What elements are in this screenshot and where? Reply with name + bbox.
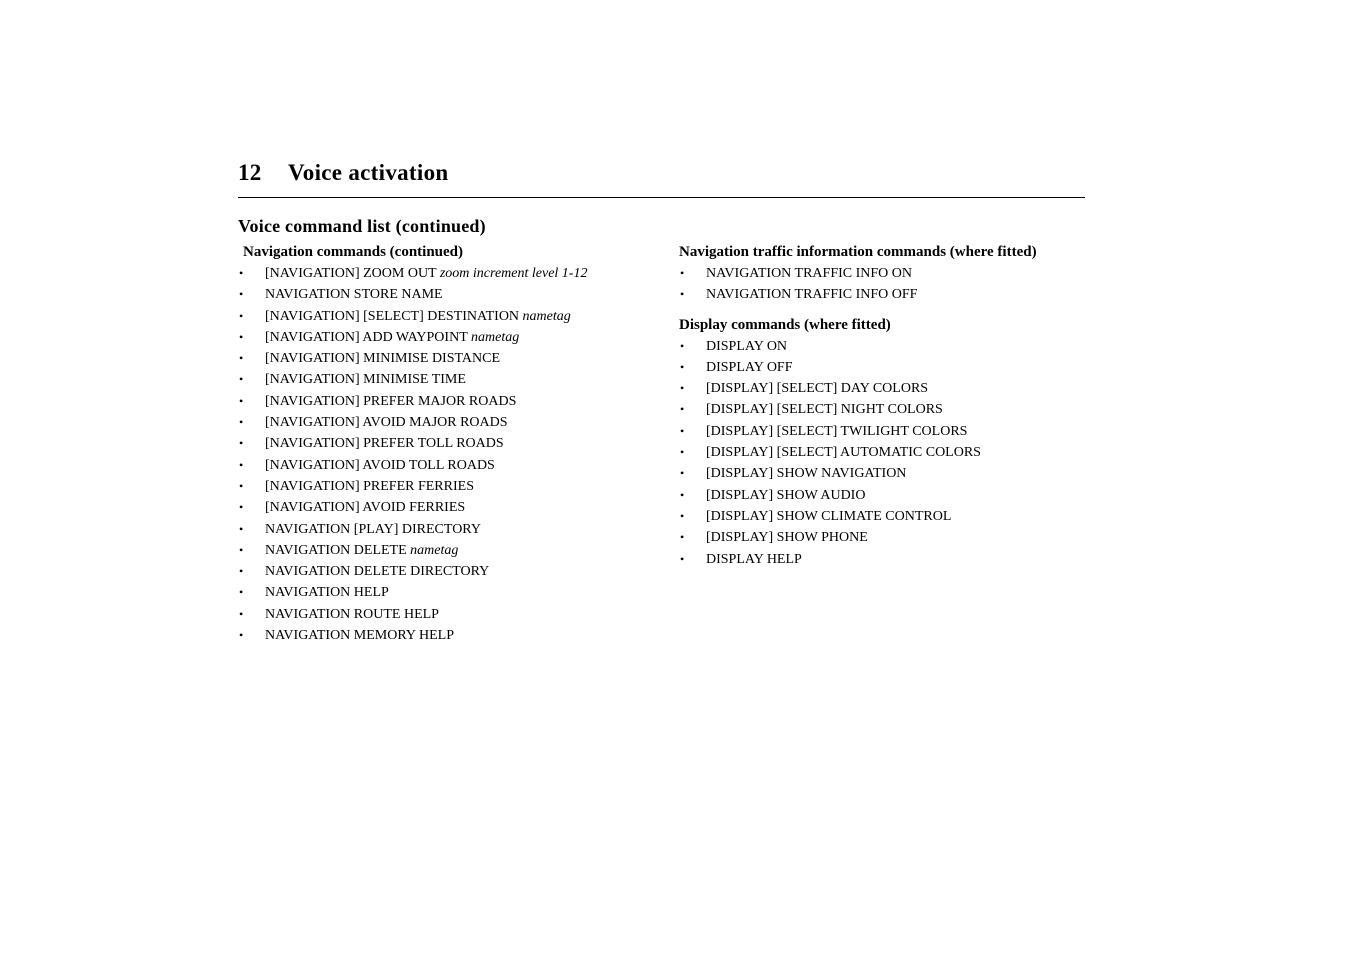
bullet-icon: • [680,381,685,396]
command-text: DISPLAY OFF [706,359,793,375]
bullet-icon: • [680,487,685,502]
list-item [679,506,1099,527]
list-item [238,327,658,348]
bullet-icon: • [680,551,685,566]
command-text: [DISPLAY] [SELECT] DAY COLORS [706,381,929,397]
bullet-icon: • [680,287,685,302]
bullet-icon: • [680,359,685,374]
left-column [238,242,658,646]
command-text: [DISPLAY] SHOW NAVIGATION [706,466,907,482]
bullet-icon: • [239,628,244,643]
command-text: [NAVIGATION] AVOID FERRIES [265,500,466,516]
list-item [238,348,658,369]
bullet-icon: • [680,423,685,438]
command-parameter: zoom increment level 1-12 [439,266,588,281]
list-item [238,497,658,518]
list-item [238,561,658,582]
command-text: NAVIGATION DELETE [265,542,411,558]
bullet-icon: • [239,542,244,557]
command-text: [NAVIGATION] PREFER MAJOR ROADS [265,393,517,409]
list-item [238,263,658,284]
list-item [679,485,1099,506]
list-item [238,369,658,390]
bullet-icon: • [239,308,244,323]
list-item [679,399,1099,420]
section-title: Voice command list (continued) [238,216,486,236]
bullet-icon: • [239,372,244,387]
list-item [238,391,658,412]
command-text: [DISPLAY] SHOW CLIMATE CONTROL [706,508,952,524]
command-text: [DISPLAY] SHOW PHONE [706,530,868,546]
bullet-icon: • [239,436,244,451]
navigation-commands-list [238,263,658,646]
bullet-icon: • [680,402,685,417]
list-item [679,527,1099,548]
command-text: [NAVIGATION] AVOID TOLL ROADS [265,457,495,473]
bullet-icon: • [239,329,244,344]
command-text: [NAVIGATION] PREFER FERRIES [265,478,474,494]
command-text: [NAVIGATION] MINIMISE TIME [265,372,466,388]
bullet-icon: • [239,585,244,600]
chapter-title: Voice activation [288,160,449,185]
bullet-icon: • [680,266,685,280]
list-item [238,306,658,327]
bullet-icon: • [239,457,244,472]
list-item [238,455,658,476]
bullet-icon: • [239,287,244,302]
command-text: [NAVIGATION] [SELECT] DESTINATION [265,308,523,324]
command-text: DISPLAY HELP [706,551,802,567]
bullet-icon: • [239,521,244,536]
command-parameter: nametag [471,329,520,345]
bullet-icon: • [680,445,685,460]
command-text: [DISPLAY] SHOW AUDIO [706,487,866,503]
bullet-icon: • [239,266,244,280]
list-item [679,421,1099,442]
command-text: NAVIGATION [PLAY] DIRECTORY [265,521,481,537]
command-text: NAVIGATION TRAFFIC INFO ON [706,266,913,281]
traffic-commands-list [679,263,1099,306]
list-item [238,412,658,433]
bullet-icon: • [680,508,685,523]
display-commands-list [679,336,1099,570]
list-item [679,549,1099,570]
bullet-icon: • [239,606,244,621]
command-text: [NAVIGATION] MINIMISE DISTANCE [265,351,501,367]
list-item [238,433,658,454]
command-text: NAVIGATION ROUTE HELP [265,606,439,622]
navigation-commands-heading: Navigation commands (continued) [243,244,464,260]
list-item [679,378,1099,399]
command-text: [NAVIGATION] PREFER TOLL ROADS [265,436,504,452]
command-text: NAVIGATION STORE NAME [265,287,443,303]
bullet-icon: • [680,338,685,353]
command-text: NAVIGATION MEMORY HELP [265,628,455,644]
command-text: [DISPLAY] [SELECT] TWILIGHT COLORS [706,423,968,439]
list-item [238,519,658,540]
command-text: [NAVIGATION] ADD WAYPOINT [265,329,471,345]
bullet-icon: • [680,530,685,545]
list-item [238,582,658,603]
command-text: [DISPLAY] [SELECT] AUTOMATIC COLORS [706,445,981,461]
right-column [679,242,1099,570]
list-item [238,604,658,625]
list-item [238,476,658,497]
command-parameter: nametag [410,542,459,558]
list-item [238,284,658,305]
bullet-icon: • [680,466,685,481]
bullet-icon: • [239,415,244,430]
list-item [238,540,658,561]
list-item [238,625,658,646]
command-parameter: nametag [522,308,571,324]
command-text: [NAVIGATION] ZOOM OUT [265,266,440,281]
bullet-icon: • [239,393,244,408]
command-text: DISPLAY ON [706,338,788,354]
bullet-icon: • [239,500,244,515]
list-item [679,336,1099,357]
command-text: [DISPLAY] [SELECT] NIGHT COLORS [706,402,943,418]
chapter-number: 12 [238,160,262,185]
list-item [679,463,1099,484]
bullet-icon: • [239,564,244,579]
traffic-commands-heading: Navigation traffic information commands (where fitted) [679,244,1037,260]
display-commands-heading: Display commands (where fitted) [679,316,891,333]
chapter-header [238,158,1085,198]
command-text: [NAVIGATION] AVOID MAJOR ROADS [265,415,508,431]
command-text: NAVIGATION HELP [265,585,389,601]
list-item [679,442,1099,463]
command-text: NAVIGATION TRAFFIC INFO OFF [706,287,918,303]
list-item [679,284,1099,305]
list-item [679,263,1099,284]
bullet-icon: • [239,478,244,493]
command-text: NAVIGATION DELETE DIRECTORY [265,564,490,580]
list-item [679,357,1099,378]
bullet-icon: • [239,351,244,366]
